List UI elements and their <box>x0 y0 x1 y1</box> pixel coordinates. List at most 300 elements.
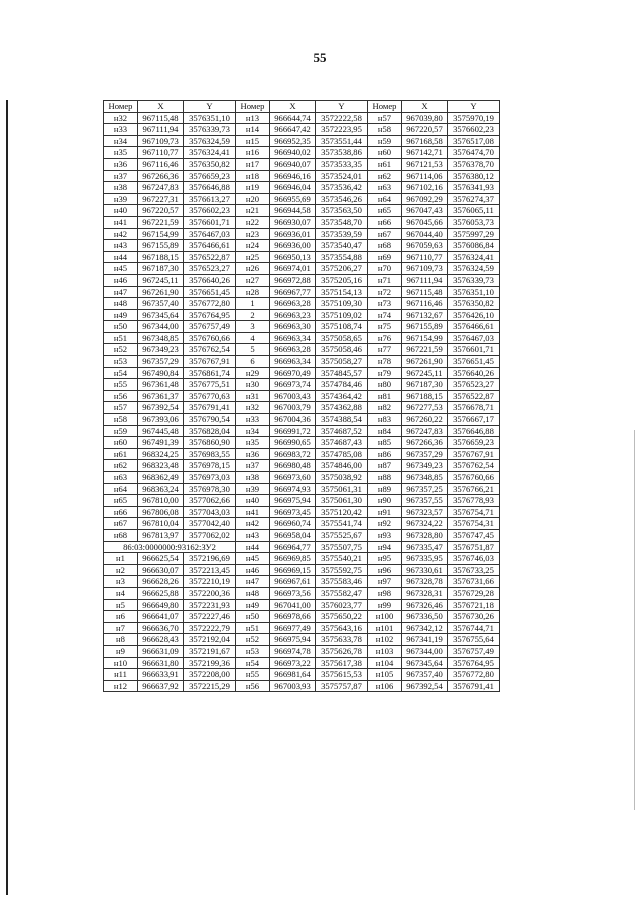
point-number-cell: н7 <box>104 622 138 634</box>
table-row <box>104 263 500 275</box>
y-coordinate-cell: 3576339,73 <box>448 274 500 286</box>
point-number-cell: н34 <box>236 425 270 437</box>
table-row <box>104 170 500 182</box>
point-number-cell: н60 <box>368 147 402 159</box>
x-coordinate-cell: 967247,83 <box>138 182 184 194</box>
y-coordinate-cell: 3576754,71 <box>448 506 500 518</box>
x-coordinate-cell: 967110,77 <box>138 147 184 159</box>
table-row <box>104 414 500 426</box>
y-coordinate-cell: 3576778,93 <box>448 495 500 507</box>
header-number-3: Номер <box>368 101 402 113</box>
point-number-cell: н63 <box>104 472 138 484</box>
x-coordinate-cell: 966991,72 <box>270 425 316 437</box>
point-number-cell: н70 <box>368 263 402 275</box>
x-coordinate-cell: 967345,64 <box>138 309 184 321</box>
x-coordinate-cell: 967003,93 <box>270 680 316 692</box>
parcel-label-cell: 86:03:0000000:93162:ЗУ2 <box>104 541 236 553</box>
y-coordinate-cell: 3575038,92 <box>316 472 368 484</box>
y-coordinate-cell: 3576731,66 <box>448 576 500 588</box>
y-coordinate-cell: 3572222,58 <box>316 112 368 124</box>
point-number-cell: н41 <box>104 216 138 228</box>
y-coordinate-cell: 3575206,27 <box>316 263 368 275</box>
y-coordinate-cell: 3575592,75 <box>316 564 368 576</box>
x-coordinate-cell: 967109,73 <box>138 135 184 147</box>
table-row <box>104 645 500 657</box>
x-coordinate-cell: 967357,40 <box>138 298 184 310</box>
y-coordinate-cell: 3576757,49 <box>448 645 500 657</box>
table-row <box>104 205 500 217</box>
table-row <box>104 124 500 136</box>
binding-margin-line <box>6 100 8 895</box>
table-row <box>104 472 500 484</box>
x-coordinate-cell: 966930,07 <box>270 216 316 228</box>
header-y-2: Y <box>316 101 368 113</box>
y-coordinate-cell: 3576764,95 <box>184 309 236 321</box>
y-coordinate-cell: 3575109,30 <box>316 298 368 310</box>
table-row <box>104 367 500 379</box>
x-coordinate-cell: 967335,47 <box>402 541 448 553</box>
x-coordinate-cell: 967491,39 <box>138 437 184 449</box>
x-coordinate-cell: 967045,66 <box>402 216 448 228</box>
y-coordinate-cell: 3573538,86 <box>316 147 368 159</box>
y-coordinate-cell: 3576380,12 <box>448 170 500 182</box>
x-coordinate-cell: 966972,88 <box>270 274 316 286</box>
table-row <box>104 216 500 228</box>
x-coordinate-cell: 966973,56 <box>270 587 316 599</box>
point-number-cell: н9 <box>104 645 138 657</box>
point-number-cell: н37 <box>236 460 270 472</box>
point-number-cell: н24 <box>236 240 270 252</box>
point-number-cell: н68 <box>104 529 138 541</box>
point-number-cell: 6 <box>236 356 270 368</box>
table-row <box>104 379 500 391</box>
table-row <box>104 483 500 495</box>
point-number-cell: н1 <box>104 553 138 565</box>
point-number-cell: н97 <box>368 576 402 588</box>
y-coordinate-cell: 3576426,10 <box>448 309 500 321</box>
y-coordinate-cell: 3576755,64 <box>448 634 500 646</box>
point-number-cell: н2 <box>104 564 138 576</box>
y-coordinate-cell: 3575507,75 <box>316 541 368 553</box>
table-row <box>104 634 500 646</box>
x-coordinate-cell: 966983,72 <box>270 448 316 460</box>
x-coordinate-cell: 967260,22 <box>402 414 448 426</box>
x-coordinate-cell: 967003,43 <box>270 390 316 402</box>
x-coordinate-cell: 967041,00 <box>270 599 316 611</box>
x-coordinate-cell: 967115,48 <box>138 112 184 124</box>
x-coordinate-cell: 966973,45 <box>270 506 316 518</box>
y-coordinate-cell: 3576772,80 <box>448 669 500 681</box>
point-number-cell: н31 <box>236 390 270 402</box>
point-number-cell: н57 <box>368 112 402 124</box>
table-row <box>104 309 500 321</box>
x-coordinate-cell: 967348,85 <box>402 472 448 484</box>
table-row <box>104 518 500 530</box>
y-coordinate-cell: 3574687,52 <box>316 425 368 437</box>
point-number-cell: н28 <box>236 286 270 298</box>
x-coordinate-cell: 967109,73 <box>402 263 448 275</box>
y-coordinate-cell: 3576770,63 <box>184 390 236 402</box>
point-number-cell: н16 <box>236 147 270 159</box>
table-row <box>104 390 500 402</box>
x-coordinate-cell: 967328,31 <box>402 587 448 599</box>
y-coordinate-cell: 3572213,45 <box>184 564 236 576</box>
y-coordinate-cell: 3573554,88 <box>316 251 368 263</box>
point-number-cell: н91 <box>368 506 402 518</box>
x-coordinate-cell: 967324,22 <box>402 518 448 530</box>
y-coordinate-cell: 3576601,71 <box>184 216 236 228</box>
x-coordinate-cell: 967357,40 <box>402 669 448 681</box>
x-coordinate-cell: 967110,77 <box>402 251 448 263</box>
y-coordinate-cell: 3573563,50 <box>316 205 368 217</box>
table-row <box>104 657 500 669</box>
y-coordinate-cell: 3576744,71 <box>448 622 500 634</box>
table-row <box>104 622 500 634</box>
point-number-cell: н104 <box>368 657 402 669</box>
point-number-cell: н55 <box>236 669 270 681</box>
point-number-cell: н59 <box>368 135 402 147</box>
point-number-cell: н56 <box>236 680 270 692</box>
x-coordinate-cell: 966628,26 <box>138 576 184 588</box>
x-coordinate-cell: 967813,97 <box>138 529 184 541</box>
table-row <box>104 529 500 541</box>
point-number-cell: н94 <box>368 541 402 553</box>
point-number-cell: н20 <box>236 193 270 205</box>
point-number-cell: н48 <box>236 587 270 599</box>
y-coordinate-cell: 3576640,26 <box>448 367 500 379</box>
y-coordinate-cell: 3576757,49 <box>184 321 236 333</box>
y-coordinate-cell: 3576659,23 <box>184 170 236 182</box>
point-number-cell: н92 <box>368 518 402 530</box>
header-x-1: X <box>138 101 184 113</box>
y-coordinate-cell: 3576053,73 <box>448 216 500 228</box>
x-coordinate-cell: 967341,19 <box>402 634 448 646</box>
y-coordinate-cell: 3576747,45 <box>448 529 500 541</box>
x-coordinate-cell: 967349,23 <box>138 344 184 356</box>
x-coordinate-cell: 967357,55 <box>402 495 448 507</box>
x-coordinate-cell: 966636,70 <box>138 622 184 634</box>
y-coordinate-cell: 3576086,84 <box>448 240 500 252</box>
point-number-cell: н58 <box>368 124 402 136</box>
x-coordinate-cell: 966963,28 <box>270 298 316 310</box>
point-number-cell: н36 <box>236 448 270 460</box>
x-coordinate-cell: 966974,78 <box>270 645 316 657</box>
x-coordinate-cell: 966647,42 <box>270 124 316 136</box>
x-coordinate-cell: 967245,11 <box>402 367 448 379</box>
x-coordinate-cell: 966955,69 <box>270 193 316 205</box>
y-coordinate-cell: 3577062,02 <box>184 529 236 541</box>
point-number-cell: н60 <box>104 437 138 449</box>
table-row <box>104 147 500 159</box>
x-coordinate-cell: 967220,57 <box>402 124 448 136</box>
x-coordinate-cell: 967326,46 <box>402 599 448 611</box>
point-number-cell: н62 <box>368 170 402 182</box>
x-coordinate-cell: 967261,90 <box>138 286 184 298</box>
point-number-cell: н37 <box>104 170 138 182</box>
x-coordinate-cell: 966936,00 <box>270 240 316 252</box>
x-coordinate-cell: 967266,36 <box>138 170 184 182</box>
x-coordinate-cell: 966963,34 <box>270 356 316 368</box>
y-coordinate-cell: 3573539,59 <box>316 228 368 240</box>
point-number-cell: н63 <box>368 182 402 194</box>
x-coordinate-cell: 967810,00 <box>138 495 184 507</box>
x-coordinate-cell: 967092,29 <box>402 193 448 205</box>
y-coordinate-cell: 3576522,87 <box>448 390 500 402</box>
table-row <box>104 576 500 588</box>
point-number-cell: н51 <box>104 332 138 344</box>
y-coordinate-cell: 3575058,27 <box>316 356 368 368</box>
point-number-cell: н40 <box>104 205 138 217</box>
y-coordinate-cell: 3576065,11 <box>448 205 500 217</box>
point-number-cell: н54 <box>104 367 138 379</box>
y-coordinate-cell: 3572199,36 <box>184 657 236 669</box>
y-coordinate-cell: 3573551,44 <box>316 135 368 147</box>
y-coordinate-cell: 3576775,51 <box>184 379 236 391</box>
point-number-cell: н53 <box>236 645 270 657</box>
x-coordinate-cell: 967114,06 <box>402 170 448 182</box>
y-coordinate-cell: 3576324,41 <box>184 147 236 159</box>
y-coordinate-cell: 3575615,53 <box>316 669 368 681</box>
point-number-cell: н101 <box>368 622 402 634</box>
x-coordinate-cell: 966649,80 <box>138 599 184 611</box>
y-coordinate-cell: 3575058,46 <box>316 344 368 356</box>
point-number-cell: н27 <box>236 274 270 286</box>
table-row <box>104 599 500 611</box>
table-row <box>104 228 500 240</box>
y-coordinate-cell: 3572191,67 <box>184 645 236 657</box>
x-coordinate-cell: 966980,48 <box>270 460 316 472</box>
x-coordinate-cell: 967121,53 <box>402 158 448 170</box>
x-coordinate-cell: 966975,94 <box>270 495 316 507</box>
y-coordinate-cell: 3573533,35 <box>316 158 368 170</box>
x-coordinate-cell: 967266,36 <box>402 437 448 449</box>
point-number-cell: н64 <box>368 193 402 205</box>
y-coordinate-cell: 3575757,87 <box>316 680 368 692</box>
x-coordinate-cell: 967344,00 <box>402 645 448 657</box>
table-row <box>104 240 500 252</box>
x-coordinate-cell: 967220,57 <box>138 205 184 217</box>
y-coordinate-cell: 3575633,78 <box>316 634 368 646</box>
point-number-cell: н65 <box>104 495 138 507</box>
y-coordinate-cell: 3572196,69 <box>184 553 236 565</box>
y-coordinate-cell: 3575997,29 <box>448 228 500 240</box>
point-number-cell: н18 <box>236 170 270 182</box>
point-number-cell: н102 <box>368 634 402 646</box>
x-coordinate-cell: 967810,04 <box>138 518 184 530</box>
point-number-cell: н61 <box>368 158 402 170</box>
x-coordinate-cell: 966944,58 <box>270 205 316 217</box>
y-coordinate-cell: 3576760,66 <box>448 472 500 484</box>
y-coordinate-cell: 3576350,82 <box>448 298 500 310</box>
point-number-cell: н47 <box>236 576 270 588</box>
y-coordinate-cell: 3576767,91 <box>448 448 500 460</box>
point-number-cell: н45 <box>104 263 138 275</box>
x-coordinate-cell: 967357,25 <box>402 483 448 495</box>
coordinates-table <box>103 100 500 692</box>
x-coordinate-cell: 966631,80 <box>138 657 184 669</box>
x-coordinate-cell: 967227,31 <box>138 193 184 205</box>
point-number-cell: н71 <box>368 274 402 286</box>
point-number-cell: н44 <box>104 251 138 263</box>
point-number-cell: н98 <box>368 587 402 599</box>
y-coordinate-cell: 3577043,03 <box>184 506 236 518</box>
y-coordinate-cell: 3575650,22 <box>316 611 368 623</box>
y-coordinate-cell: 3576350,82 <box>184 158 236 170</box>
point-number-cell: н95 <box>368 553 402 565</box>
header-number-1: Номер <box>104 101 138 113</box>
table-body <box>104 112 500 692</box>
table-row <box>104 286 500 298</box>
y-coordinate-cell: 3572208,00 <box>184 669 236 681</box>
x-coordinate-cell: 967154,99 <box>138 228 184 240</box>
point-number-cell: н15 <box>236 135 270 147</box>
y-coordinate-cell: 3573546,26 <box>316 193 368 205</box>
point-number-cell: н38 <box>104 182 138 194</box>
point-number-cell: н86 <box>368 448 402 460</box>
page-number: 55 <box>313 50 327 65</box>
point-number-cell: н74 <box>368 309 402 321</box>
x-coordinate-cell: 966978,66 <box>270 611 316 623</box>
y-coordinate-cell: 3574364,42 <box>316 390 368 402</box>
y-coordinate-cell: 3576602,23 <box>448 124 500 136</box>
x-coordinate-cell: 966633,91 <box>138 669 184 681</box>
x-coordinate-cell: 966960,74 <box>270 518 316 530</box>
point-number-cell: н42 <box>104 228 138 240</box>
y-coordinate-cell: 3576651,45 <box>448 356 500 368</box>
point-number-cell: н35 <box>236 437 270 449</box>
y-coordinate-cell: 3575108,74 <box>316 321 368 333</box>
x-coordinate-cell: 967261,90 <box>402 356 448 368</box>
y-coordinate-cell: 3576351,10 <box>448 286 500 298</box>
y-coordinate-cell: 3573540,47 <box>316 240 368 252</box>
x-coordinate-cell: 968324,25 <box>138 448 184 460</box>
table-row <box>104 321 500 333</box>
y-coordinate-cell: 3574846,00 <box>316 460 368 472</box>
table-row <box>104 158 500 170</box>
x-coordinate-cell: 967187,30 <box>138 263 184 275</box>
x-coordinate-cell: 967806,08 <box>138 506 184 518</box>
point-number-cell: н6 <box>104 611 138 623</box>
point-number-cell: н21 <box>236 205 270 217</box>
point-number-cell: н29 <box>236 367 270 379</box>
y-coordinate-cell: 3576772,80 <box>184 298 236 310</box>
point-number-cell: н67 <box>104 518 138 530</box>
point-number-cell: н10 <box>104 657 138 669</box>
y-coordinate-cell: 3576667,17 <box>448 414 500 426</box>
x-coordinate-cell: 968362,49 <box>138 472 184 484</box>
point-number-cell: н68 <box>368 240 402 252</box>
point-number-cell: н26 <box>236 263 270 275</box>
x-coordinate-cell: 966946,04 <box>270 182 316 194</box>
y-coordinate-cell: 3576754,31 <box>448 518 500 530</box>
point-number-cell: н62 <box>104 460 138 472</box>
y-coordinate-cell: 3576522,87 <box>184 251 236 263</box>
point-number-cell: н76 <box>368 332 402 344</box>
header-y-3: Y <box>448 101 500 113</box>
x-coordinate-cell: 966967,61 <box>270 576 316 588</box>
x-coordinate-cell: 966625,88 <box>138 587 184 599</box>
point-number-cell: н35 <box>104 147 138 159</box>
table-row <box>104 251 500 263</box>
point-number-cell: н106 <box>368 680 402 692</box>
point-number-cell: н90 <box>368 495 402 507</box>
point-number-cell: н39 <box>236 483 270 495</box>
point-number-cell: н4 <box>104 587 138 599</box>
point-number-cell: н100 <box>368 611 402 623</box>
y-coordinate-cell: 3575525,67 <box>316 529 368 541</box>
table-row <box>104 553 500 565</box>
table-row <box>104 356 500 368</box>
x-coordinate-cell: 967142,71 <box>402 147 448 159</box>
y-coordinate-cell: 3575061,30 <box>316 495 368 507</box>
x-coordinate-cell: 967116,46 <box>138 158 184 170</box>
y-coordinate-cell: 3575109,02 <box>316 309 368 321</box>
y-coordinate-cell: 3576646,88 <box>448 425 500 437</box>
y-coordinate-cell: 3574362,88 <box>316 402 368 414</box>
x-coordinate-cell: 967342,12 <box>402 622 448 634</box>
x-coordinate-cell: 966974,93 <box>270 483 316 495</box>
point-number-cell: н88 <box>368 472 402 484</box>
point-number-cell: н58 <box>104 414 138 426</box>
point-number-cell: н66 <box>104 506 138 518</box>
x-coordinate-cell: 967445,48 <box>138 425 184 437</box>
y-coordinate-cell: 3575617,38 <box>316 657 368 669</box>
y-coordinate-cell: 3574687,43 <box>316 437 368 449</box>
y-coordinate-cell: 3575541,74 <box>316 518 368 530</box>
point-number-cell: н13 <box>236 112 270 124</box>
x-coordinate-cell: 967328,78 <box>402 576 448 588</box>
x-coordinate-cell: 966940,07 <box>270 158 316 170</box>
x-coordinate-cell: 966963,34 <box>270 332 316 344</box>
table-row <box>104 193 500 205</box>
point-number-cell: н14 <box>236 124 270 136</box>
point-number-cell: н55 <box>104 379 138 391</box>
y-coordinate-cell: 3577042,40 <box>184 518 236 530</box>
x-coordinate-cell: 966967,77 <box>270 286 316 298</box>
y-coordinate-cell: 3576760,66 <box>184 332 236 344</box>
header-x-2: X <box>270 101 316 113</box>
y-coordinate-cell: 3573548,70 <box>316 216 368 228</box>
header-x-3: X <box>402 101 448 113</box>
point-number-cell: н22 <box>236 216 270 228</box>
point-number-cell: н77 <box>368 344 402 356</box>
header-y-1: Y <box>184 101 236 113</box>
y-coordinate-cell: 3576767,91 <box>184 356 236 368</box>
y-coordinate-cell: 3576517,08 <box>448 135 500 147</box>
y-coordinate-cell: 3576640,26 <box>184 274 236 286</box>
point-number-cell: н44 <box>236 541 270 553</box>
table-header-row <box>104 101 500 113</box>
y-coordinate-cell: 3576646,88 <box>184 182 236 194</box>
y-coordinate-cell: 3576978,30 <box>184 483 236 495</box>
x-coordinate-cell: 967221,59 <box>138 216 184 228</box>
point-number-cell: н89 <box>368 483 402 495</box>
y-coordinate-cell: 3575583,46 <box>316 576 368 588</box>
y-coordinate-cell: 3575643,16 <box>316 622 368 634</box>
y-coordinate-cell: 3576467,03 <box>184 228 236 240</box>
point-number-cell: н42 <box>236 518 270 530</box>
point-number-cell: н52 <box>236 634 270 646</box>
point-number-cell: н49 <box>236 599 270 611</box>
table-row <box>104 332 500 344</box>
point-number-cell: 1 <box>236 298 270 310</box>
header-number-2: Номер <box>236 101 270 113</box>
point-number-cell: н99 <box>368 599 402 611</box>
y-coordinate-cell: 3576378,70 <box>448 158 500 170</box>
point-number-cell: н17 <box>236 158 270 170</box>
y-coordinate-cell: 3576339,73 <box>184 124 236 136</box>
point-number-cell: н25 <box>236 251 270 263</box>
